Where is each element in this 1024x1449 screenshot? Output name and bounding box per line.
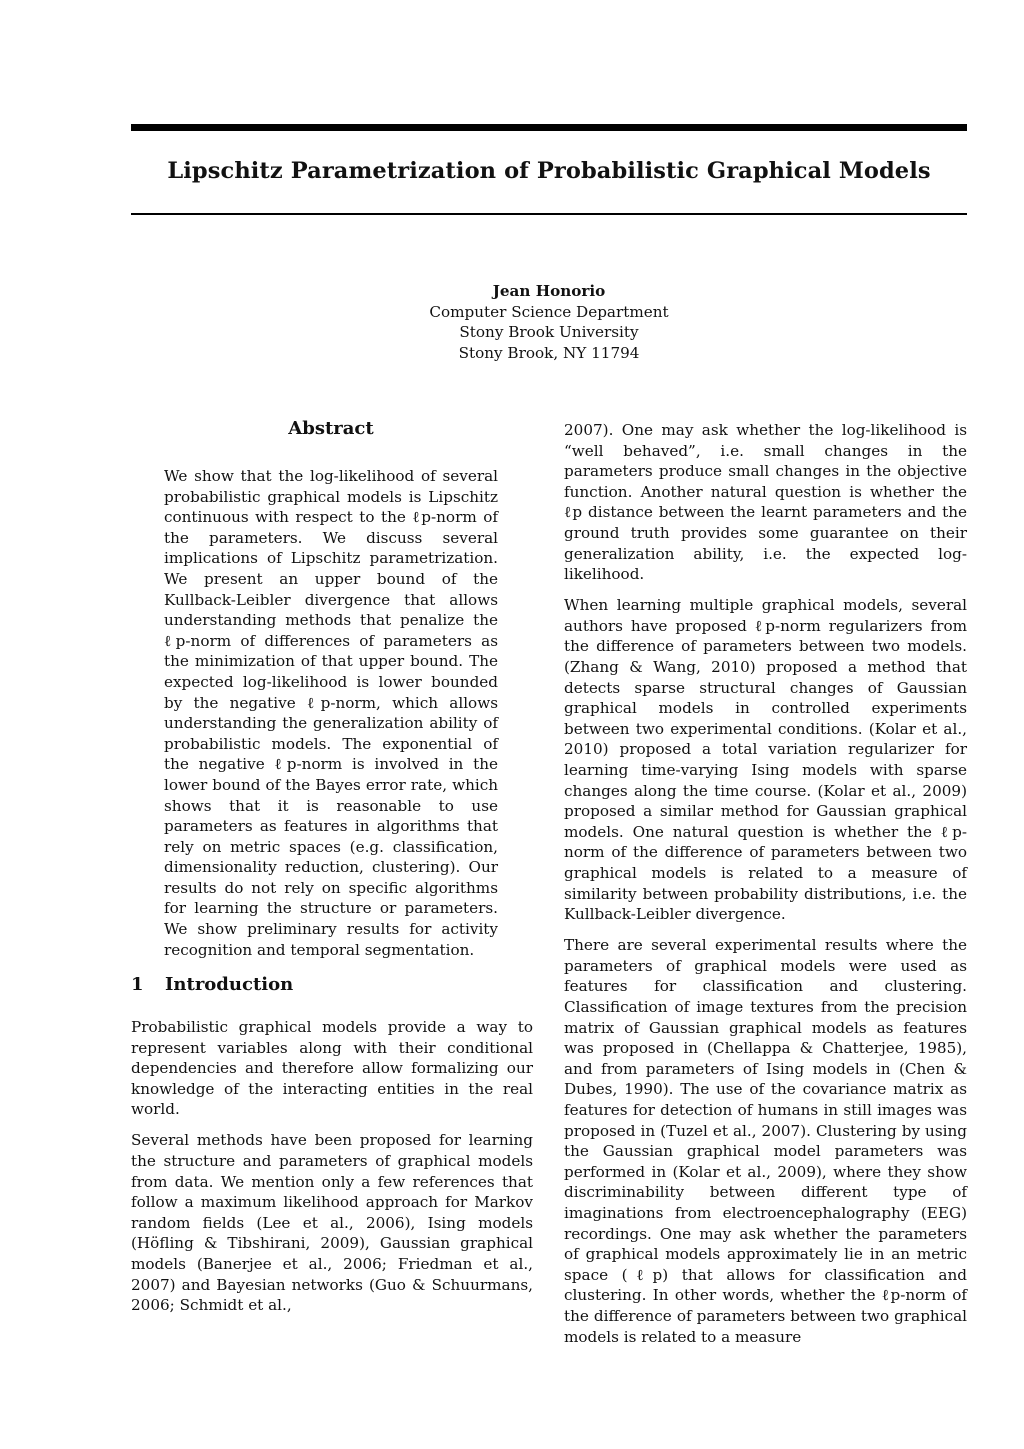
section-number: 1 bbox=[131, 974, 144, 995]
intro-paragraph-5: There are several experimental results where the parameters of graphical models were used as features for classification and clustering. Classification of image textures from the precision matrix of Gaussian graphical models as features was proposed in (Chellappa & Chatterjee, 1985), and from parameters of Ising models in (Chen & Dubes, 1990). The use of the covariance matrix as features for detection of humans in still images was proposed in (Tuzel et al., 2007). Clustering by using the Gaussian graphical model parameters was performed in (Kolar et al., 2009), where they show discriminability between different type of imaginations from electroencephalography (EEG) recordings. One may ask whether the parameters of graphical models approximately lie in an metric space (ℓp) that allows for classification and clustering. In other words, whether the ℓp-norm of the difference of parameters between two graphical models is related to a measure bbox=[564, 936, 967, 1346]
abstract-section bbox=[164, 418, 498, 971]
introduction-right-column bbox=[564, 420, 967, 1358]
author-university: Stony Brook University bbox=[459, 323, 639, 342]
intro-paragraph-3: 2007). One may ask whether the log-likelihood is “well behaved”, i.e. small changes in the parameters produce small changes in the objective function. Another natural question is whether the ℓp distance between the learnt parameters and the ground truth provides some guarantee on their generalization ability, i.e. the expected log-likelihood. bbox=[564, 421, 967, 584]
section-title: Introduction bbox=[165, 974, 294, 995]
abstract-heading: Abstract bbox=[288, 418, 374, 439]
intro-paragraph-4: When learning multiple graphical models, several authors have proposed ℓp-norm regularizers from the difference of parameters between two models. (Zhang & Wang, 2010) proposed a method that detects sparse structural changes of Gaussian graphical models in controlled experiments between two experimental conditions. (Kolar et al., 2010) proposed a total variation regularizer for learning time-varying Ising models with sparse changes along the time course. (Kolar et al., 2009) proposed a similar method for Gaussian graphical models. One natural question is whether the ℓp-norm of the difference of parameters between two graphical models is related to a measure of similarity between probability distributions, i.e. the Kullback-Leibler divergence. bbox=[564, 596, 967, 924]
author-block bbox=[131, 281, 967, 363]
title-bottom-rule bbox=[131, 213, 967, 215]
author-name: Jean Honorio bbox=[492, 282, 606, 300]
author-location: Stony Brook, NY 11794 bbox=[458, 343, 640, 362]
paper-title: Lipschitz Parametrization of Probabilistic Graphical Models bbox=[167, 158, 931, 184]
section-heading-introduction bbox=[131, 974, 533, 996]
abstract-text: We show that the log-likelihood of several probabilistic graphical models is Lipschitz continuous with respect to the ℓp-norm of the parameters. We discuss several implications of Lipschitz parametrization. We present an upper bound of the Kullback-Leibler divergence that allows understanding methods that penalize the ℓp-norm of differences of parameters as the minimization of that upper bound. The expected log-likelihood is lower bounded by the negative ℓp-norm, which allows understanding the generalization ability of probabilistic models. The exponential of the negative ℓp-norm is involved in the lower bound of the Bayes error rate, which shows that it is reasonable to use parameters as features in algorithms that rely on metric spaces (e.g. classification, dimensionality reduction, clustering). Our results do not rely on specific algorithms for learning the structure or parameters. We show preliminary results for activity recognition and temporal segmentation. bbox=[164, 467, 498, 959]
introduction-left-column bbox=[131, 974, 533, 1326]
title-top-rule bbox=[131, 124, 967, 131]
author-department: Computer Science Department bbox=[429, 302, 669, 321]
intro-paragraph-1: Probabilistic graphical models provide a way to represent variables along with their conditional dependencies and therefore allow formalizing our knowledge of the interacting entities in the real world. bbox=[131, 1018, 533, 1119]
intro-paragraph-2: Several methods have been proposed for learning the structure and parameters of graphical models from data. We mention only a few references that follow a maximum likelihood approach for Markov random fields (Lee et al., 2006), Ising models (Höfling & Tibshirani, 2009), Gaussian graphical models (Banerjee et al., 2006; Friedman et al., 2007) and Bayesian networks (Guo & Schuurmans, 2006; Schmidt et al., bbox=[131, 1131, 533, 1315]
